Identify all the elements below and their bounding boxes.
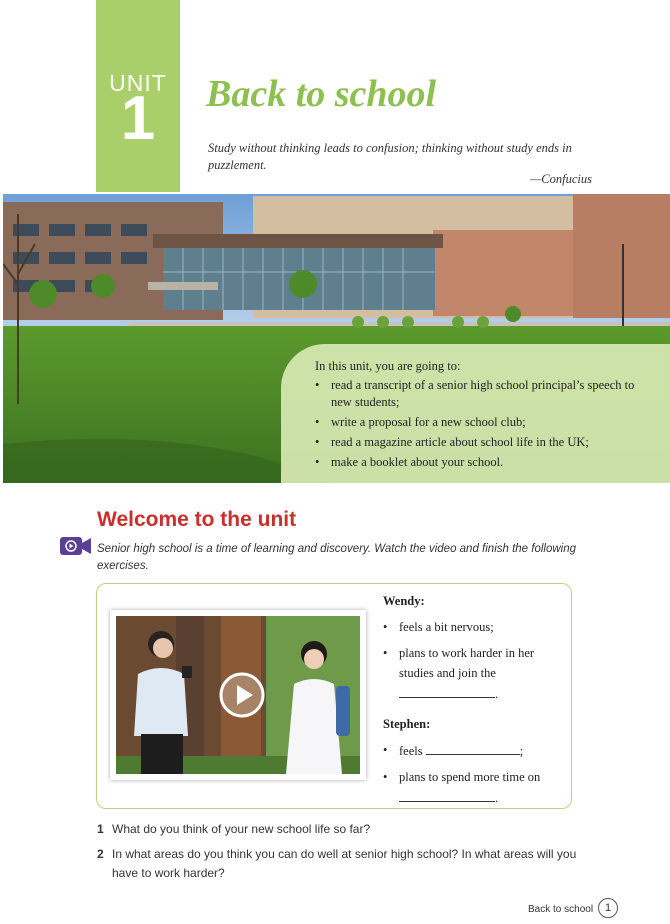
goal-item: • make a booklet about your school.	[331, 454, 652, 471]
wendy-point-1: feels a bit nervous;	[399, 620, 494, 634]
stephen-point-2-end: .	[495, 791, 499, 805]
unit-goals-box	[281, 344, 670, 483]
quote-author: —Confucius	[530, 172, 592, 186]
speaker-name-stephen: Stephen:	[383, 717, 431, 731]
page-number: 1	[598, 898, 618, 918]
stephen-list	[383, 740, 565, 808]
stephen-point-2: plans to spend more time on	[399, 770, 541, 784]
answer-blank[interactable]	[399, 787, 495, 802]
unit-label: UNIT	[109, 70, 167, 96]
stephen-point-1: feels	[399, 744, 423, 758]
question-text: What do you think of your new school life so far?	[112, 822, 371, 836]
goal-item: • read a magazine article about school life in the UK;	[331, 434, 652, 451]
list-item	[399, 617, 565, 637]
question-number: 2	[97, 847, 104, 861]
goal-item: • read a transcript of a senior high school principal’s speech to new students;	[331, 377, 652, 411]
question-item	[97, 820, 577, 839]
answer-blank[interactable]	[399, 683, 495, 698]
video-camera-icon	[60, 537, 92, 555]
speaker-notes	[383, 591, 565, 814]
answer-blank[interactable]	[426, 740, 520, 755]
video-thumbnail	[116, 616, 360, 774]
quote: Study without thinking leads to confusion; thinking without study ends in puzzlement.	[208, 141, 572, 172]
footer-label: Back to school	[528, 904, 594, 915]
goals-intro: In this unit, you are going to:	[315, 359, 461, 373]
goals-list	[315, 377, 652, 471]
wendy-list	[383, 617, 565, 704]
question-text: In what areas do you think you can do well at senior high school? In what areas will you have to work harder?	[112, 847, 577, 880]
unit-number: 1	[120, 84, 156, 153]
unit-title: Back to school	[206, 73, 437, 115]
wendy-point-2: plans to work harder in her studies and join the	[399, 646, 535, 680]
discussion-questions	[97, 820, 577, 889]
video-player[interactable]	[110, 610, 366, 780]
play-icon[interactable]	[219, 672, 265, 718]
stephen-point-1-end: ;	[519, 744, 524, 758]
question-item	[97, 845, 577, 883]
question-number: 1	[97, 822, 104, 836]
welcome-title: Welcome to the unit	[97, 508, 297, 531]
video-instruction: Senior high school is a time of learning and discovery. Watch the video and finish the following exercises.	[97, 543, 577, 572]
speaker-name-wendy: Wendy:	[383, 594, 425, 608]
list-item	[399, 643, 565, 704]
unit-tab	[96, 0, 180, 192]
goal-item: • write a proposal for a new school club;	[331, 414, 652, 431]
list-item	[399, 740, 565, 761]
wendy-point-2-end: .	[495, 687, 499, 701]
list-item	[399, 767, 565, 808]
